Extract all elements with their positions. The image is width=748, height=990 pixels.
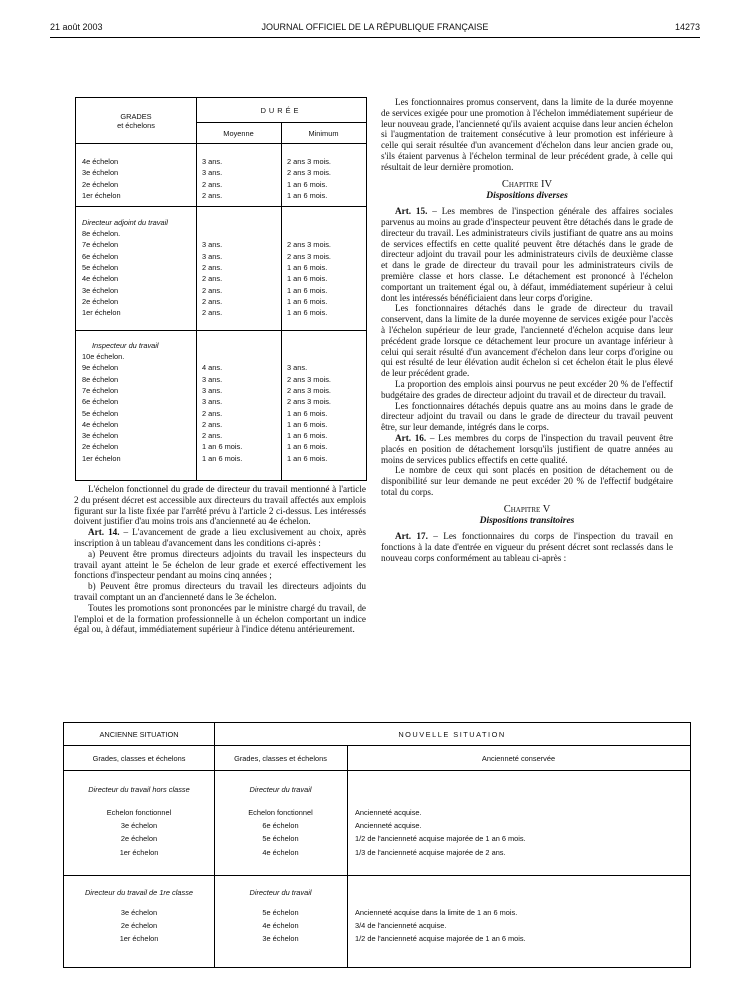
duree-moyenne: 2 ans. (202, 408, 223, 418)
duree-minimum: 2 ans 3 mois. (287, 385, 331, 395)
new-echelon: Echelon fonctionnel (248, 808, 313, 817)
article-14 (74, 527, 366, 549)
paragraph: Le nombre de ceux qui sont placés en position de détachement ou de disponibilité sur leur demande ne peut excéder 20 % de l'effectif budgétaire total du corps. (381, 465, 673, 497)
left-column-text (74, 484, 366, 635)
table-divider (281, 122, 282, 480)
col-header-nouvelle: NOUVELLE SITUATION (398, 730, 506, 739)
duree-minimum: 1 an 6 mois. (287, 285, 328, 295)
table-divider (347, 745, 348, 967)
duree-minimum: 1 an 6 mois. (287, 408, 328, 418)
echelon-label: 7e échelon (82, 385, 119, 395)
anciennete-conservee: Ancienneté acquise dans la limite de 1 an 6 mois. (355, 908, 518, 917)
new-grade-title-1: Directeur du travail (249, 785, 312, 794)
reclassification-table (63, 722, 691, 968)
duree-moyenne: 2 ans. (202, 262, 223, 272)
table-divider (76, 143, 366, 144)
article-text: – Les membres du corps de l'inspection du travail peuvent être placés en position de détachement lorsqu'ils justifient de quatre années au moins de services publics effectifs en cette qualité. (381, 432, 673, 465)
echelon-label: 1er échelon (82, 308, 121, 318)
old-grade-title-1: Directeur du travail hors classe (88, 785, 190, 794)
duree-moyenne: 2 ans. (202, 285, 223, 295)
duree-minimum: 2 ans 3 mois. (287, 397, 331, 407)
article-label: Art. 16. (395, 432, 427, 443)
echelon-label: 6e échelon (82, 251, 119, 261)
echelon-label: 5e échelon (82, 408, 119, 418)
old-echelon: 2e échelon (120, 921, 158, 931)
article-text: – L'avancement de grade a lieu exclusivement au choix, après inscription à un tableau d'avancement dans les conditions ci-après : (74, 527, 366, 548)
paragraph: Les fonctionnaires détachés dans le grade de directeur du travail conservent, dans la limite de la durée moyenne de services exigée pour l'accès à l'échelon supérieur de leur grade, l'ancienneté d'échelon acquise dans leur précédent grade lorsque ce détachement leur procure un avantage inférieur à celui qui serait résulté d'un avancement d'échelon dans leur corps d'origine ou qui est résulté de leur élévation audit échelon si cet échelon était le plus élevé de leur précédent grade. (381, 303, 673, 379)
duree-minimum: 1 an 6 mois. (287, 190, 328, 200)
duree-moyenne: 3 ans. (202, 240, 223, 250)
duree-minimum: 2 ans 3 mois. (287, 168, 331, 178)
new-echelon: 5e échelon (262, 834, 299, 844)
old-echelon: Echelon fonctionnel (106, 808, 172, 817)
duree-moyenne: 2 ans. (202, 296, 223, 306)
duree-minimum: 1 an 6 mois. (287, 308, 328, 318)
echelon-label: 2e échelon (82, 442, 119, 452)
chapter-heading: Chapitre IV (501, 178, 553, 190)
header-rule (50, 37, 700, 38)
duree-minimum: 2 ans 3 mois. (287, 374, 331, 384)
echelon-label: 9e échelon (82, 363, 119, 373)
echelon-label: 4e échelon (82, 274, 119, 284)
grade-title-directeur-adjoint: Directeur adjoint du travail (82, 218, 168, 227)
paragraph: Les fonctionnaires promus conservent, dans la limite de la durée moyenne de services exigée pour une promotion à l'échelon immédiatement supérieur de leur nouveau grade, l'ancienneté qu'ils avaient acquise dans leur ancien échelon si l'augmentation de traitement consécutive à leur promotion est inférieure à celle qui serait résultée d'un avancement d'échelon dans leur ancien grade ou, s'ils étaient parvenus à l'échelon terminal de leur précédent grade, à celle qui résultait de leur dernière promotion. (381, 97, 673, 172)
paragraph: a) Peuvent être promus directeurs adjoints du travail les inspecteurs du travail ayant atteint le 5e échelon de leur grade et exercé effectivement les fonctions d'inspecteur pendant au moins cinq années ; (74, 548, 366, 581)
duree-minimum: 1 an 6 mois. (287, 431, 328, 441)
duree-moyenne: 3 ans. (202, 397, 223, 407)
duree-minimum: 1 an 6 mois. (287, 296, 328, 306)
paragraph: La proportion des emplois ainsi pourvus ne peut excéder 20 % de l'effectif budgétaire des grades de directeur adjoint du travail et de directeur du travail. (381, 378, 673, 400)
new-grade-title-2: Directeur du travail (249, 888, 312, 897)
col-header-grades: GRADES (120, 112, 152, 121)
duree-minimum: 1 an 6 mois. (287, 419, 328, 429)
echelon-label: 3e échelon (82, 285, 119, 295)
article-17 (381, 531, 673, 563)
article-16 (381, 433, 673, 465)
paragraph: L'échelon fonctionnel du grade de directeur du travail mentionné à l'article 2 du présent décret est accessible aux directeurs du travail affectés aux emplois figurant sur la liste fixée par l'arrêté prévu à l'article 2 ci-dessus. Les intéressés doivent justifier d'au moins trois ans d'ancienneté au 4e échelon. (74, 484, 366, 527)
chapter-heading: Chapitre V (503, 503, 551, 515)
grade-duration-table (75, 97, 367, 481)
duree-moyenne: 4 ans. (202, 363, 223, 373)
duree-moyenne: 2 ans. (202, 179, 223, 189)
anciennete-conservee: 1/3 de l'ancienneté acquise majorée de 2 ans. (355, 847, 506, 857)
duree-moyenne: 3 ans. (202, 374, 223, 384)
table-divider (196, 98, 197, 480)
duree-moyenne: 2 ans. (202, 431, 223, 441)
duree-minimum: 2 ans 3 mois. (287, 157, 331, 166)
col-header-grades-new: Grades, classes et échelons (234, 754, 327, 763)
duree-minimum: 1 an 6 mois. (287, 179, 328, 189)
duree-moyenne: 3 ans. (202, 168, 223, 178)
col-header-ancienne: ANCIENNE SITUATION (99, 730, 179, 739)
duree-moyenne: 1 an 6 mois. (202, 453, 243, 463)
paragraph: Toutes les promotions sont prononcées par le ministre chargé du travail, de l'emploi et de la formation professionnelle à un échelon comportant un indice égal ou, à défaut, immédiatement supérieur à l'indice détenu antérieurement. (74, 602, 366, 635)
article-label: Art. 17. (395, 531, 428, 542)
echelon-label: 2e échelon (82, 179, 119, 189)
issue-date: 21 août 2003 (50, 22, 103, 32)
paragraph: b) Peuvent être promus directeurs du travail les directeurs adjoints du travail comptant un an d'ancienneté dans le 3e échelon. (74, 581, 366, 602)
paragraph: Les fonctionnaires détachés depuis quatre ans au moins dans le grade de directeur adjoint du travail ou dans le grade de directeur du travail peuvent être, sur leur demande, intégrés dans le corps. (381, 400, 673, 433)
old-grade-title-2: Directeur du travail de 1re classe (84, 888, 194, 897)
old-echelon: 3e échelon (120, 821, 158, 831)
duree-minimum: 3 ans. (287, 363, 308, 373)
new-echelon: 3e échelon (262, 934, 299, 944)
col-header-moyenne: Moyenne (223, 129, 254, 138)
col-header-duree: DURÉE (260, 106, 302, 115)
col-header-minimum: Minimum (308, 129, 339, 138)
page-header (50, 22, 700, 36)
col-header-anciennete: Ancienneté conservée (481, 754, 556, 763)
duree-moyenne: 2 ans. (202, 274, 223, 284)
echelon-label: 3e échelon (82, 168, 119, 178)
echelon-label: 10e échelon. (82, 352, 125, 361)
table-divider (76, 330, 366, 331)
table-divider (76, 206, 366, 207)
old-echelon: 3e échelon (120, 908, 158, 917)
duree-minimum: 2 ans 3 mois. (287, 251, 331, 261)
echelon-label: 1er échelon (82, 453, 121, 463)
anciennete-conservee: 1/2 de l'ancienneté acquise majorée de 1 an 6 mois. (355, 834, 526, 844)
echelon-label: 4e échelon (82, 419, 119, 429)
duree-moyenne: 3 ans. (202, 157, 223, 166)
col-header-grades-sub: et échelons (117, 121, 155, 130)
duree-minimum: 2 ans 3 mois. (287, 240, 331, 250)
duree-moyenne: 2 ans. (202, 190, 223, 200)
echelon-label: 7e échelon (82, 240, 119, 250)
page-number: 14273 (674, 22, 700, 32)
col-header-grades-old: Grades, classes et échelons (92, 754, 186, 763)
table-divider (196, 122, 366, 123)
duree-moyenne: 3 ans. (202, 385, 223, 395)
table-divider (64, 770, 690, 771)
duree-moyenne: 2 ans. (202, 419, 223, 429)
duree-moyenne: 1 an 6 mois. (202, 442, 243, 452)
article-text: – Les membres de l'inspection générale des affaires sociales parvenus au moins au grade d'inspecteur peuvent être détachés dans le grade de directeur du travail. Les administrateurs civils justifiant de quatre ans au moins de services effectifs en cette qualité peuvent être détachés dans le grade de directeur adjoint du travail pour les administrateurs civils de deuxième classe et dans le grade de directeur du travail pour les administrateurs civils de première classe et hors classe. Le détachement est prononcé à l'échelon comportant un traitement égal ou, à défaut, immédiatement supérieur à celui dont les intéressés bénéficiaient dans leur corps d'origine. (381, 206, 673, 303)
old-echelon: 1er échelon (119, 934, 159, 944)
new-echelon: 4e échelon (262, 921, 299, 931)
duree-minimum: 1 an 6 mois. (287, 274, 328, 284)
table-divider (64, 875, 690, 876)
chapter-subtitle: Dispositions diverses (486, 191, 568, 202)
article-text: – Les fonctionnaires du corps de l'inspection du travail en fonctions à la date d'entrée en vigueur du présent décret sont reclassés dans le nouveau corps conformément au tableau ci-après : (381, 531, 673, 563)
echelon-label: 4e échelon (82, 157, 119, 166)
journal-title: JOURNAL OFFICIEL DE LA RÉPUBLIQUE FRANÇAISE (261, 22, 489, 32)
anciennete-conservee: Ancienneté acquise. (355, 821, 422, 831)
article-15 (381, 206, 673, 303)
echelon-label: 8e échelon. (82, 229, 121, 238)
duree-minimum: 1 an 6 mois. (287, 453, 328, 463)
duree-minimum: 1 an 6 mois. (287, 442, 328, 452)
echelon-label: 5e échelon (82, 262, 119, 272)
right-column-text (381, 97, 673, 564)
echelon-label: 1er échelon (82, 190, 121, 200)
grade-title-inspecteur: Inspecteur du travail (92, 341, 159, 350)
table-divider (64, 745, 690, 746)
article-label: Art. 15. (395, 206, 428, 217)
duree-moyenne: 2 ans. (202, 308, 223, 318)
echelon-label: 2e échelon (82, 296, 119, 306)
echelon-label: 8e échelon (82, 374, 119, 384)
chapter-subtitle: Dispositions transitoires (479, 516, 575, 527)
new-echelon: 6e échelon (262, 821, 299, 831)
echelon-label: 6e échelon (82, 397, 119, 407)
echelon-label: 3e échelon (82, 431, 119, 441)
new-echelon: 4e échelon (262, 847, 299, 857)
new-echelon: 5e échelon (262, 908, 299, 917)
anciennete-conservee: Ancienneté acquise. (355, 808, 422, 817)
article-label: Art. 14. (88, 527, 120, 538)
old-echelon: 2e échelon (120, 834, 158, 844)
duree-moyenne: 3 ans. (202, 251, 223, 261)
anciennete-conservee: 3/4 de l'ancienneté acquise. (355, 921, 447, 931)
old-echelon: 1er échelon (119, 847, 159, 857)
anciennete-conservee: 1/2 de l'ancienneté acquise majorée de 1 an 6 mois. (355, 934, 526, 944)
duree-minimum: 1 an 6 mois. (287, 262, 328, 272)
